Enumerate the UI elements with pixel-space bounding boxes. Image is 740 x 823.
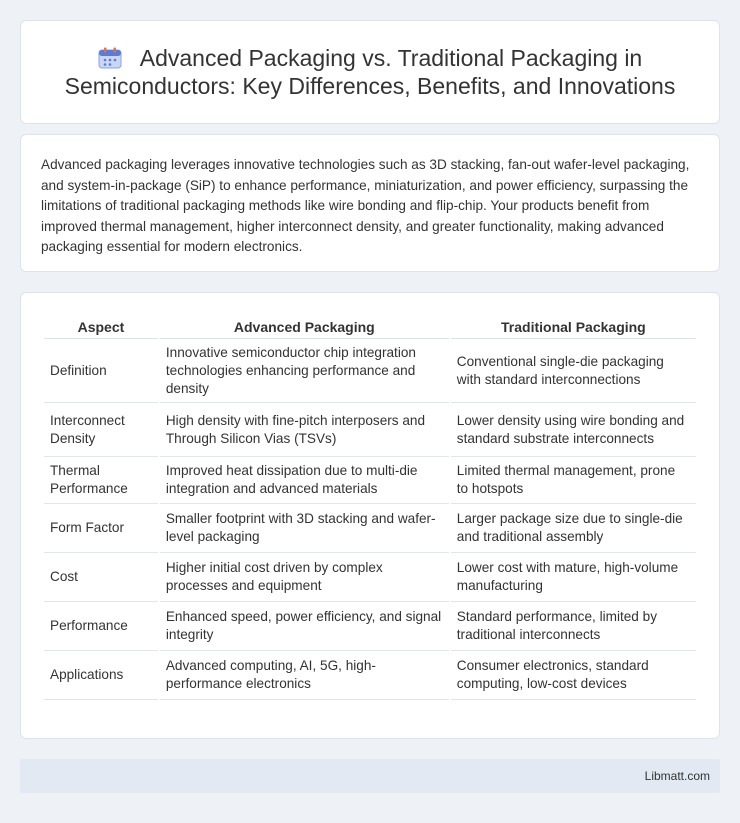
cell-traditional: Conventional single-die packaging with standard interconnections <box>451 339 696 403</box>
table-row <box>44 651 696 700</box>
table-row <box>44 403 696 457</box>
cell-advanced: Innovative semiconductor chip integration technologies enhancing performance and density <box>160 339 449 403</box>
cell-aspect: Interconnect Density <box>44 403 158 457</box>
header-advanced: Advanced Packaging <box>160 309 449 339</box>
cell-traditional: Limited thermal management, prone to hotspots <box>451 457 696 504</box>
table-row <box>44 457 696 504</box>
table-row <box>44 339 696 403</box>
cell-aspect: Thermal Performance <box>44 457 158 504</box>
table-row <box>44 602 696 651</box>
cell-advanced: High density with fine-pitch interposers and Through Silicon Vias (TSVs) <box>160 403 449 457</box>
cell-traditional: Larger package size due to single-die and traditional assembly <box>451 504 696 553</box>
cell-aspect: Form Factor <box>44 504 158 553</box>
calendar-icon <box>98 47 124 69</box>
cell-aspect: Definition <box>44 339 158 403</box>
cell-traditional: Consumer electronics, standard computing, low-cost devices <box>451 651 696 700</box>
intro-paragraph: Advanced packaging leverages innovative technologies such as 3D stacking, fan-out wafer-level packaging, and system-in-package (SiP) to enhance performance, miniaturization, and power efficiency, surpassing the limitations of traditional packaging methods like wire bonding and flip-chip. Your products benefit from improved thermal management, higher interconnect density, and greater functionality, making advanced packaging essential for modern electronics. <box>41 157 690 254</box>
header-traditional: Traditional Packaging <box>451 309 696 339</box>
title-card <box>20 20 720 124</box>
page-title <box>45 44 695 100</box>
cell-aspect: Applications <box>44 651 158 700</box>
cell-traditional: Lower density using wire bonding and standard substrate interconnects <box>451 403 696 457</box>
cell-aspect: Cost <box>44 553 158 602</box>
cell-advanced: Enhanced speed, power efficiency, and signal integrity <box>160 602 449 651</box>
header-aspect: Aspect <box>44 309 158 339</box>
comparison-table <box>42 309 698 700</box>
cell-advanced: Improved heat dissipation due to multi-die integration and advanced materials <box>160 457 449 504</box>
cell-traditional: Lower cost with mature, high-volume manufacturing <box>451 553 696 602</box>
cell-advanced: Smaller footprint with 3D stacking and wafer-level packaging <box>160 504 449 553</box>
cell-advanced: Advanced computing, AI, 5G, high-performance electronics <box>160 651 449 700</box>
footer-brand-link[interactable]: Libmatt.com <box>644 769 710 783</box>
table-row <box>44 504 696 553</box>
intro-card <box>20 134 720 272</box>
page-title-text: Advanced Packaging vs. Traditional Packaging in Semiconductors: Key Differences, Benefits, and Innovations <box>64 45 676 99</box>
cell-advanced: Higher initial cost driven by complex processes and equipment <box>160 553 449 602</box>
cell-aspect: Performance <box>44 602 158 651</box>
cell-traditional: Standard performance, limited by traditional interconnects <box>451 602 696 651</box>
comparison-card <box>20 292 720 739</box>
table-row <box>44 553 696 602</box>
table-header-row <box>44 309 696 339</box>
footer <box>20 759 720 793</box>
